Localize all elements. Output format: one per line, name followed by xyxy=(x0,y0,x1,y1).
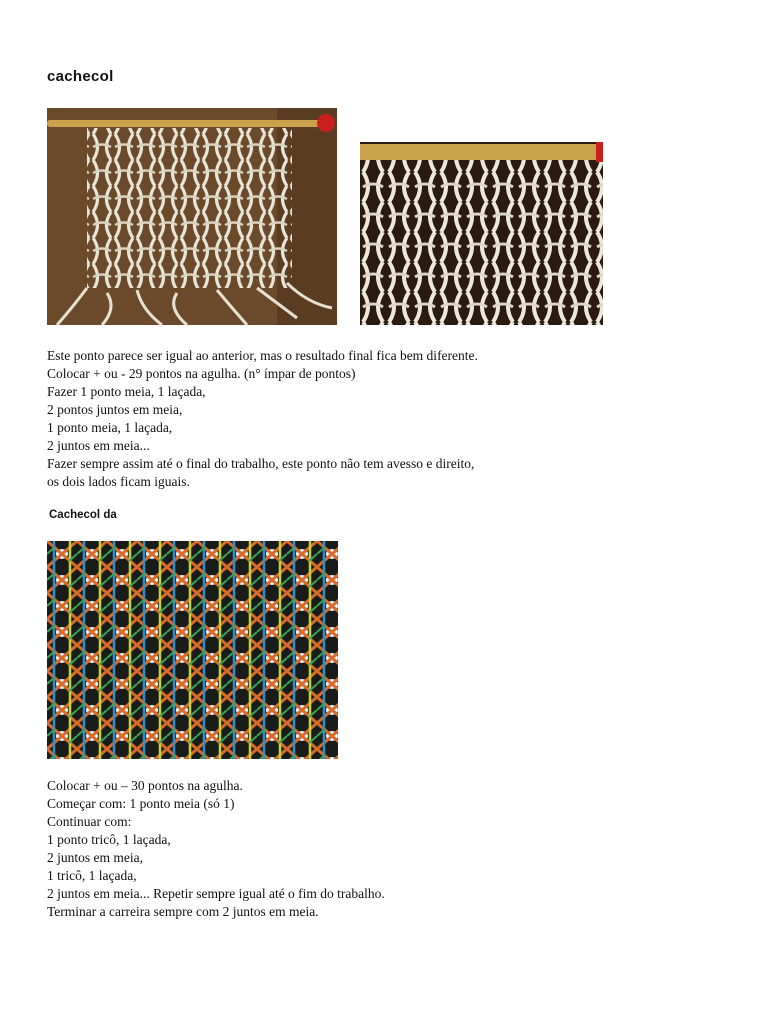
page-title: cachecol xyxy=(47,68,114,85)
instruction-line: Este ponto parece ser igual ao anterior, mas o resultado final fica bem diferente. xyxy=(47,348,478,363)
instruction-line: 1 tricô, 1 laçada, xyxy=(47,868,137,883)
instructions-2 xyxy=(47,777,385,921)
instruction-line: 1 ponto meia, 1 laçada, xyxy=(47,420,173,435)
instruction-line: 2 juntos em meia, xyxy=(47,850,143,865)
instruction-line: Fazer 1 ponto meia, 1 laçada, xyxy=(47,384,206,399)
instruction-line: 2 pontos juntos em meia, xyxy=(47,402,183,417)
instruction-line: Fazer sempre assim até o final do trabalho, este ponto não tem avesso e direito, xyxy=(47,456,475,471)
knitting-photo-3 xyxy=(47,541,338,759)
instruction-line: 2 juntos em meia... xyxy=(47,438,150,453)
knitting-photo-2 xyxy=(360,142,603,325)
instruction-line: Continuar com: xyxy=(47,814,132,829)
instruction-line: 2 juntos em meia... Repetir sempre igual até o fim do trabalho. xyxy=(47,886,385,901)
instruction-line: Começar com: 1 ponto meia (só 1) xyxy=(47,796,235,811)
instructions-1 xyxy=(47,347,478,491)
instruction-line: os dois lados ficam iguais. xyxy=(47,474,190,489)
instruction-line: Colocar + ou - 29 pontos na agulha. (n° ímpar de pontos) xyxy=(47,366,356,381)
instruction-line: Terminar a carreira sempre com 2 juntos em meia. xyxy=(47,904,319,919)
instruction-line: Colocar + ou – 30 pontos na agulha. xyxy=(47,778,243,793)
instruction-line: 1 ponto tricô, 1 laçada, xyxy=(47,832,171,847)
knitting-photo-1 xyxy=(47,108,337,325)
section-title: Cachecol da xyxy=(49,509,117,521)
